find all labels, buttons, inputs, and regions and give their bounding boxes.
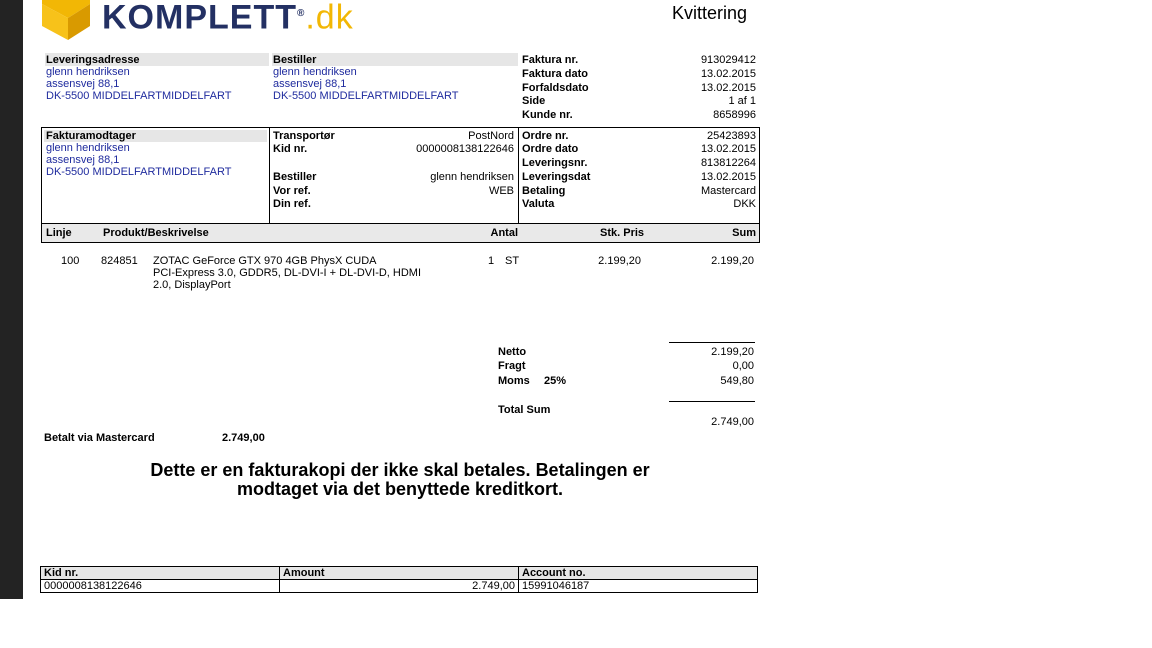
order-label: Leveringsnr.	[522, 157, 588, 169]
col-product: Produkt/Beskrivelse	[103, 227, 209, 239]
transport-label: Transportør	[273, 130, 335, 142]
item-product-no: 824851	[101, 255, 138, 267]
col-line: Linje	[46, 227, 72, 239]
total-label: Total Sum	[498, 404, 551, 416]
slip-header: Account no.	[519, 567, 758, 580]
meta-label: Side	[522, 95, 546, 107]
item-desc-line: PCI-Express 3.0, GDDR5, DL-DVI-I + DL-DVI-D, HDMI	[153, 267, 422, 279]
orderer-city: DK-5500 MIDDELFARTMIDDELFART	[273, 90, 459, 102]
paid-amount: 2.749,00	[222, 432, 265, 444]
transport-label: Din ref.	[273, 198, 311, 210]
slip-account: 15991046187	[519, 580, 758, 593]
moms-value: 549,80	[720, 375, 754, 387]
orderer-heading: Bestiller	[273, 54, 317, 66]
order-label: Valuta	[522, 198, 555, 210]
moms-label: Moms	[498, 375, 530, 387]
delivery-heading: Leveringsadresse	[46, 54, 140, 66]
order-value: 813812264	[700, 157, 756, 169]
fragt-value: 0,00	[732, 360, 754, 372]
moms-rate: 25%	[544, 375, 567, 387]
meta-value: 13.02.2015	[700, 68, 756, 80]
order-label: Ordre dato	[522, 143, 579, 155]
order-value: Mastercard	[700, 185, 756, 197]
transport-value: 0000008138122646	[416, 143, 514, 155]
meta-value: 913029412	[700, 54, 756, 66]
transport-label: Kid nr.	[273, 143, 308, 155]
fragt-label: Fragt	[498, 360, 526, 372]
orderer-name: glenn hendriksen	[273, 66, 357, 78]
transport-label: Bestiller	[273, 171, 317, 183]
recipient-street: assensvej 88,1	[46, 154, 120, 166]
meta-value: 8658996	[713, 109, 756, 121]
transport-value: PostNord	[468, 130, 514, 142]
delivery-name: glenn hendriksen	[46, 66, 130, 78]
meta-label: Forfaldsdato	[522, 82, 589, 94]
order-label: Ordre nr.	[522, 130, 569, 142]
order-value: 13.02.2015	[700, 171, 756, 183]
netto-value: 2.199,20	[711, 346, 754, 358]
item-desc-line: 2.0, DisplayPort	[153, 279, 231, 291]
payment-slip	[40, 566, 758, 593]
logo-cube-icon	[40, 0, 96, 42]
slip-header: Kid nr.	[41, 567, 280, 580]
recipient-name: glenn hendriksen	[46, 142, 130, 154]
meta-value: 13.02.2015	[700, 82, 756, 94]
item-unit: ST	[505, 255, 520, 267]
transport-label: Vor ref.	[273, 185, 311, 197]
item-desc-line: ZOTAC GeForce GTX 970 4GB PhysX CUDA	[153, 255, 377, 267]
netto-label: Netto	[498, 346, 527, 358]
order-value: 25423893	[707, 130, 756, 142]
logo-wordmark: KOMPLETT®.dk	[102, 0, 354, 37]
meta-label: Kunde nr.	[522, 109, 573, 121]
meta-value: 1 af 1	[728, 95, 756, 107]
transport-value: glenn hendriksen	[430, 171, 514, 183]
col-qty: Antal	[490, 227, 518, 239]
col-sum: Sum	[732, 227, 756, 239]
slip-kid: 0000008138122646	[41, 580, 280, 593]
payment-notice	[100, 461, 700, 499]
order-label: Leveringsdat	[522, 171, 591, 183]
order-value: DKK	[733, 198, 756, 210]
recipient-city: DK-5500 MIDDELFARTMIDDELFART	[46, 166, 232, 178]
meta-label: Faktura dato	[522, 68, 589, 80]
order-value: 13.02.2015	[700, 143, 756, 155]
slip-header: Amount	[280, 567, 519, 580]
order-label: Betaling	[522, 185, 566, 197]
item-line: 100	[61, 255, 80, 267]
recipient-heading: Fakturamodtager	[46, 130, 136, 142]
orderer-street: assensvej 88,1	[273, 78, 347, 90]
col-price: Stk. Pris	[600, 227, 645, 239]
total-value: 2.749,00	[711, 416, 754, 428]
delivery-street: assensvej 88,1	[46, 78, 120, 90]
transport-value: WEB	[488, 185, 514, 197]
item-sum: 2.199,20	[711, 255, 754, 267]
item-price: 2.199,20	[598, 255, 641, 267]
notice-line: Dette er en fakturakopi der ikke skal betales. Betalingen er	[150, 460, 650, 480]
viewer-sidebar	[0, 0, 23, 599]
meta-label: Faktura nr.	[522, 54, 579, 66]
slip-amount: 2.749,00	[280, 580, 519, 593]
delivery-city: DK-5500 MIDDELFARTMIDDELFART	[46, 90, 232, 102]
notice-line: modtaget via det benyttede kreditkort.	[236, 479, 564, 499]
document-title: Kvittering	[672, 3, 748, 23]
item-qty: 1	[488, 255, 495, 267]
paid-label: Betalt via Mastercard	[44, 432, 155, 444]
